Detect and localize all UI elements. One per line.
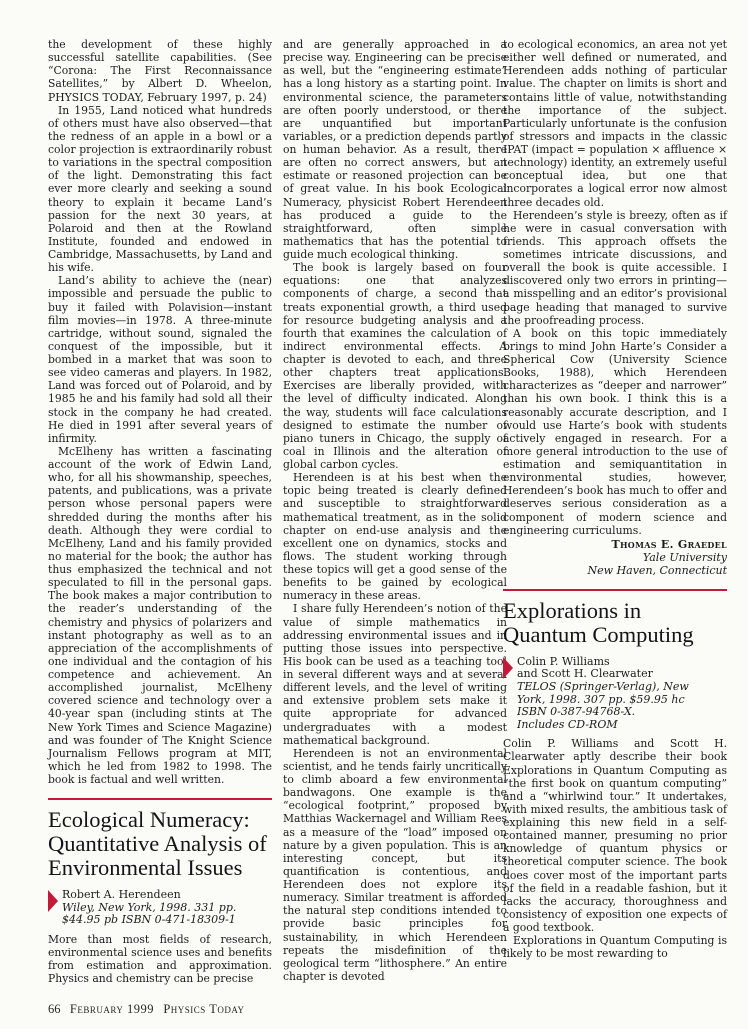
section-divider	[503, 589, 727, 591]
book-publisher: TELOS (Springer-Verlag), New	[517, 679, 689, 693]
paragraph: the development of these highly successful satellite capabilities. (See “Corona: The First Reconnaissance Satellites,” by Albert D. Wheelon, PHYSICS TODAY, February 1997, p. 24)	[48, 38, 272, 104]
book-pages-price: York, 1998. 307 pp. $59.95 hc	[517, 692, 685, 706]
paragraph: I share fully Herendeen’s notion of the value of simple mathematics in addressing environmental issues and in putting those issues into perspective. His book can be used as a teaching tool in several different ways and at several different levels, and the level of writing and extensive problem sets make it quite appropriate for advanced undergraduates with a modest mathematical background.	[283, 602, 507, 747]
paragraph: Herendeen’s style is breezy, often as if he were in casual conversation with friends. This approach offsets the sometimes intricate discussions, and overall the book is quite accessible. I discovered only two errors in printing—a misspelling and an editor’s provisional page heading that managed to survive the proofreading process.	[503, 208, 727, 327]
paragraph: In 1955, Land noticed what hundreds of others must have also observed—that the redness of an apple in a bowl or a color projection is extraordinarily robust to variations in the spectral composition of the light. Demonstrating this fact ever more clearly and seeking a sound theory to explain it became Land’s passion for the next 30 years, at Polaroid and then at the Rowland Institute, founded and endowed in Cambridge, Massachusetts, by Land and his wife.	[48, 103, 272, 275]
bibliographic-info	[48, 889, 272, 927]
paragraph: More than most fields of research, environmental science uses and benefits from estimation and approximation. Physics and chemistry can be precise	[48, 932, 272, 986]
book-coauthor: and Scott H. Clearwater	[517, 667, 653, 681]
column-2	[283, 38, 507, 983]
reviewer-location: New Haven, Connecticut	[587, 563, 727, 577]
column-2-text	[283, 38, 507, 983]
book-extras: Includes CD-ROM	[517, 717, 618, 731]
paragraph: A book on this topic immediately brings to mind John Harte’s Consider a Spherical Cow (University Science Books, 1988), which Herendeen characterizes as “deeper and narrower” than his own book. I think this is a reasonably accurate description, and I would use Harte’s book with students actively engaged in research. For a more general introduction to the use of estimation and semiquantitation in environmental studies, however, Herendeen’s book has much to offer and deserves serious consideration as a component of modern science and engineering curriculums.	[503, 326, 727, 537]
paragraph: Land’s ability to achieve the (near) impossible and persuade the public to buy it failed with Polavision—instant film movies—in 1978. A three-minute cartridge, without sound, signaled the conquest of the impossible, but it bombed in a market that was soon to see video cameras and players. In 1982, Land was forced out of Polaroid, and by 1985 he and his family had sold all their stock in the company he had created. He died in 1991 after several years of infirmity.	[48, 274, 272, 445]
paragraph: and are generally approached in a precise way. Engineering can be precise as well, but the “engineering estimate” has a long history as a starting point. In environmental science, the parameters are often poorly understood, or there are unquantified but important variables, or a prediction depends partly on human behavior. As a result, there are often no correct answers, but an estimate or reasoned projection can be of great value. In his book Ecological Numeracy, physicist Robert Herendeen has produced a guide to the straightforward, often simple mathematics that has the potential to guide much ecological thinking.	[283, 38, 507, 261]
magazine-name: Physics Today	[163, 1002, 245, 1016]
section-divider	[48, 798, 272, 800]
paragraph: Herendeen is at his best when the topic being treated is clearly defined and susceptible to straightforward mathematical treatment, as in the solid chapter on end-use analysis and the excellent one on dynamics, stocks and flows. The student working through these topics will get a good sense of the benefits to be gained by ecological numeracy in these areas.	[283, 471, 507, 603]
paragraph: to ecological economics, an area not yet either well defined or numerated, and Herendeen adds nothing of particular value. The chapter on limits is short and contains little of value, notwithstanding the importance of the subject. Particularly unfortunate is the confusion of stressors and impacts in the classic IPAT (impact = population × affluence × technology) identity, an extremely useful conceptual idea, but one that incorporates a logical error now almost three decades old.	[503, 38, 727, 209]
reviewer-name: Thomas E. Graedel	[611, 537, 727, 551]
book-publisher: Wiley, New York, 1998. 331 pp.	[62, 900, 237, 914]
bibliographic-info	[503, 656, 727, 732]
page-footer	[48, 1002, 245, 1017]
paragraph: McElheny has written a fascinating account of the work of Edwin Land, who, for all his showmanship, speeches, patents, and publications, was a private person whose personal papers were shredded during the months after his death. Although they were cordial to McElheny, Land and his family provided no material for the book; the author has thus emphasized the technical and not speculated to fill in the personal gaps. The book makes a major contribution to the reader’s understanding of the chemistry and physics of polarizers and instant photography as well as to an appreciation of the accomplishments of one individual and the contagion of his competence and achievement. An accomplished journalist, McElheny covered science and technology over a 40-year span (including stints at The New York Times and Science Magazine) and was founder of The Knight Science Journalism Fellows program at MIT, which he led from 1982 to 1998. The book is factual and well written.	[48, 444, 272, 786]
column-3	[503, 38, 727, 960]
paragraph: The book is largely based on four equations: one that analyzes components of charge, a second that treats exponential growth, a third used for resource budgeting analysis and a fourth that examines the calculation of indirect environmental effects. A chapter is devoted to each, and three other chapters treat applications. Exercises are liberally provided, with the level of difficulty indicated. Along the way, students will face calculations designed to estimate the number of piano tuners in Chicago, the supply of coal in Illinois and the alteration of global carbon cycles.	[283, 261, 507, 471]
red-arrow-icon	[48, 890, 58, 912]
issue-date: February 1999	[69, 1002, 154, 1016]
page-number: 66	[48, 1002, 61, 1016]
paragraph: Herendeen is not an environmental scientist, and he tends fairly uncritically to climb aboard a few environmental bandwagons. One example is the “ecological footprint,” proposed by Matthias Wackernagel and William Rees as a measure of the “load” imposed on nature by a given population. This is an interesting concept, but its quantification is contentious, and Herendeen does not explore its numeracy. Similar treatment is afforded the natural step conditions intended to provide basic principles for sustainability, in which Herendeen repeats the misdefinition of the geological term “lithosphere.” An entire chapter is devoted	[283, 746, 507, 983]
book-price-isbn: $44.95 pb ISBN 0-471-18309-1	[62, 913, 236, 927]
book-isbn: ISBN 0-387-94768-X.	[517, 705, 636, 719]
red-arrow-icon	[503, 657, 513, 679]
reviewer-signature	[503, 538, 727, 577]
paragraph: Explorations in Quantum Computing is likely to be most rewarding to	[503, 934, 727, 961]
column-1-text	[48, 38, 272, 786]
column-1	[48, 38, 272, 985]
book-author: Robert A. Herendeen	[62, 888, 181, 902]
reviewer-university: Yale University	[642, 550, 727, 564]
book-author: Colin P. Williams	[517, 654, 610, 668]
paragraph: Colin P. Williams and Scott H. Clearwater aptly describe their book Explorations in Quantum Computing as “the first book on quantum computing” and a “whirlwind tour.” It undertakes, with mixed results, the ambitious task of explaining this new field in a self-contained manner, presuming no prior knowledge of quantum physics or theoretical computer science. The book does cover most of the important parts of the field in a readable fashion, but it lacks the accuracy, thoroughness and consistency of exposition one expects of a good textbook.	[503, 737, 727, 935]
review-title: Ecological Numeracy: Quantitative Analysis of Environmental Issues	[48, 807, 267, 881]
column-3-text	[503, 38, 727, 537]
review-title: Explorations in Quantum Computing	[503, 597, 694, 647]
